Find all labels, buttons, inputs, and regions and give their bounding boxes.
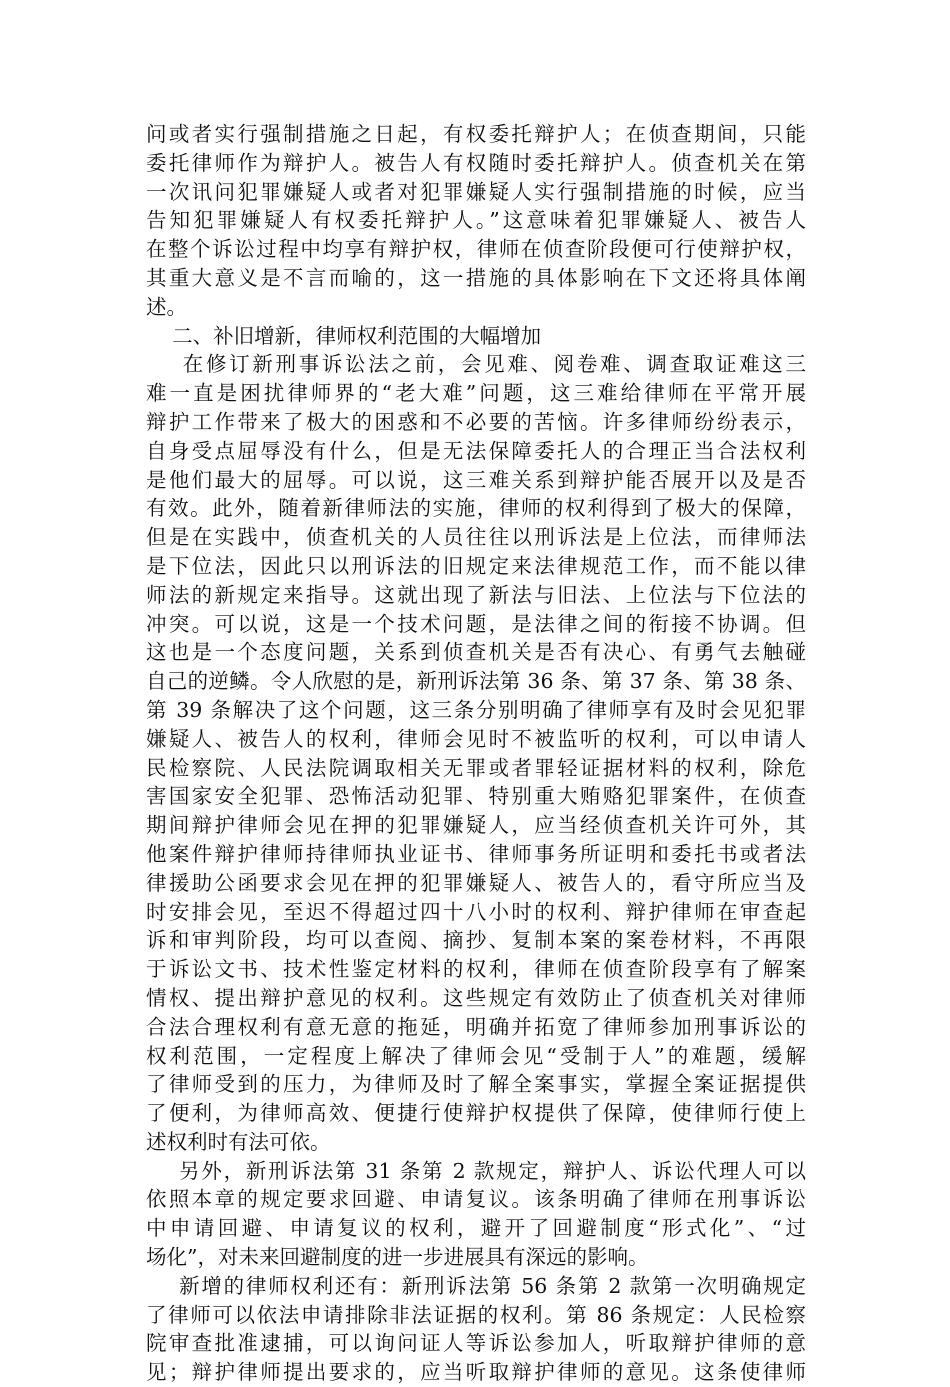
text-line: 合法合理权利有意无意的拖延，明确并拓宽了律师参加刑事诉讼的 — [146, 1014, 806, 1039]
text-line: 权利范围，一定程度上解决了律师会见“受制于人”的难题，缓解 — [146, 1043, 806, 1068]
text-line: 有效。此外，随着新律师法的实施，律师的权利得到了极大的保障， — [146, 496, 806, 521]
text-line: 师法的新规定来指导。这就出现了新法与旧法、上位法与下位法的 — [146, 582, 806, 607]
text-line: 嫌疑人、被告人的权利，律师会见时不被监听的权利，可以申请人 — [146, 726, 806, 751]
text-line: 辩护工作带来了极大的困惑和不必要的苦恼。许多律师纷纷表示， — [146, 409, 806, 434]
text-line: 于诉讼文书、技术性鉴定材料的权利，律师在侦查阶段享有了解案 — [146, 957, 806, 982]
text-line: 一次讯问犯罪嫌疑人或者对犯罪嫌疑人实行强制措施的时候，应当 — [146, 179, 806, 204]
document-body — [146, 120, 806, 1387]
text-line: 这也是一个态度问题，关系到侦查机关是否有决心、有勇气去触碰 — [146, 640, 806, 665]
text-line: 冲突。可以说，这是一个技术问题，是法律之间的衔接不协调。但 — [146, 611, 806, 636]
text-line: 自己的逆鳞。令人欣慰的是，新刑诉法第 36 条、第 37 条、第 38 条、 — [146, 669, 806, 694]
text-line: 了便利，为律师高效、便捷行使辩护权提供了保障，使律师行使上 — [146, 1101, 806, 1126]
text-line: 难一直是困扰律师界的“老大难”问题，这三难给律师在平常开展 — [146, 381, 806, 406]
text-line: 第 39 条解决了这个问题，这三条分别明确了律师享有及时会见犯罪 — [146, 697, 806, 722]
text-line: 委托律师作为辩护人。被告人有权随时委托辩护人。侦查机关在第 — [146, 150, 806, 175]
text-line: 见；辩护律师提出要求的，应当听取辩护律师的意见。这条使律师 — [146, 1360, 806, 1385]
text-line: 了律师受到的压力，为律师及时了解全案事实，掌握全案证据提供 — [146, 1072, 806, 1097]
text-line: 时安排会见，至迟不得超过四十八小时的权利、辩护律师在审查起 — [146, 899, 806, 924]
text-line: 其重大意义是不言而喻的，这一措施的具体影响在下文还将具体阐 — [146, 265, 806, 290]
text-line: 了律师可以依法申请排除非法证据的权利。第 86 条规定：人民检察 — [146, 1302, 806, 1327]
text-line: 场化”，对未来回避制度的进一步进展具有深远的影响。 — [146, 1245, 649, 1270]
text-line: 二、补旧增新，律师权利范围的大幅增加 — [146, 323, 542, 348]
text-line: 述权利时有法可依。 — [146, 1129, 331, 1154]
text-line: 民检察院、人民法院调取相关无罪或者罪轻证据材料的权利，除危 — [146, 755, 806, 780]
text-line: 他案件辩护律师持律师执业证书、律师事务所证明和委托书或者法 — [146, 841, 806, 866]
text-line: 依照本章的规定要求回避、申请复议。该条明确了律师在刑事诉讼 — [146, 1187, 806, 1212]
text-line: 院审查批准逮捕，可以询问证人等诉讼参加人，听取辩护律师的意 — [146, 1331, 806, 1356]
text-line: 期间辩护律师会见在押的犯罪嫌疑人，应当经侦查机关许可外，其 — [146, 813, 806, 838]
text-line: 但是在实践中，侦查机关的人员往往以刑诉法是上位法，而律师法 — [146, 525, 806, 550]
text-line: 害国家安全犯罪、恐怖活动犯罪、特别重大贿赂犯罪案件，在侦查 — [146, 784, 806, 809]
text-line: 另外，新刑诉法第 31 条第 2 款规定，辩护人、诉讼代理人可以 — [146, 1158, 806, 1183]
text-line: 自身受点屈辱没有什么，但是无法保障委托人的合理正当合法权利 — [146, 438, 806, 463]
text-line: 告知犯罪嫌疑人有权委托辩护人。”这意味着犯罪嫌疑人、被告人 — [146, 208, 806, 233]
text-line: 在修订新刑事诉讼法之前，会见难、阅卷难、调查取证难这三 — [146, 352, 806, 377]
text-line: 情权、提出辩护意见的权利。这些规定有效防止了侦查机关对律师 — [146, 985, 806, 1010]
text-line: 述。 — [146, 294, 187, 319]
text-line: 新增的律师权利还有：新刑诉法第 56 条第 2 款第一次明确规定 — [146, 1273, 806, 1298]
text-line: 是他们最大的屈辱。可以说，这三难关系到辩护能否展开以及是否 — [146, 467, 806, 492]
text-line: 律援助公函要求会见在押的犯罪嫌疑人、被告人的，看守所应当及 — [146, 870, 806, 895]
text-line: 问或者实行强制措施之日起，有权委托辩护人；在侦查期间，只能 — [146, 122, 806, 146]
text-line: 是下位法，因此只以刑诉法的旧规定来法律规范工作，而不能以律 — [146, 553, 806, 578]
text-line: 中申请回避、申请复议的权利，避开了回避制度“形式化”、“过 — [146, 1216, 806, 1241]
text-line: 在整个诉讼过程中均享有辩护权，律师在侦查阶段便可行使辩护权， — [146, 237, 806, 262]
text-line: 诉和审判阶段，均可以查阅、摘抄、复制本案的案卷材料，不再限 — [146, 928, 806, 953]
